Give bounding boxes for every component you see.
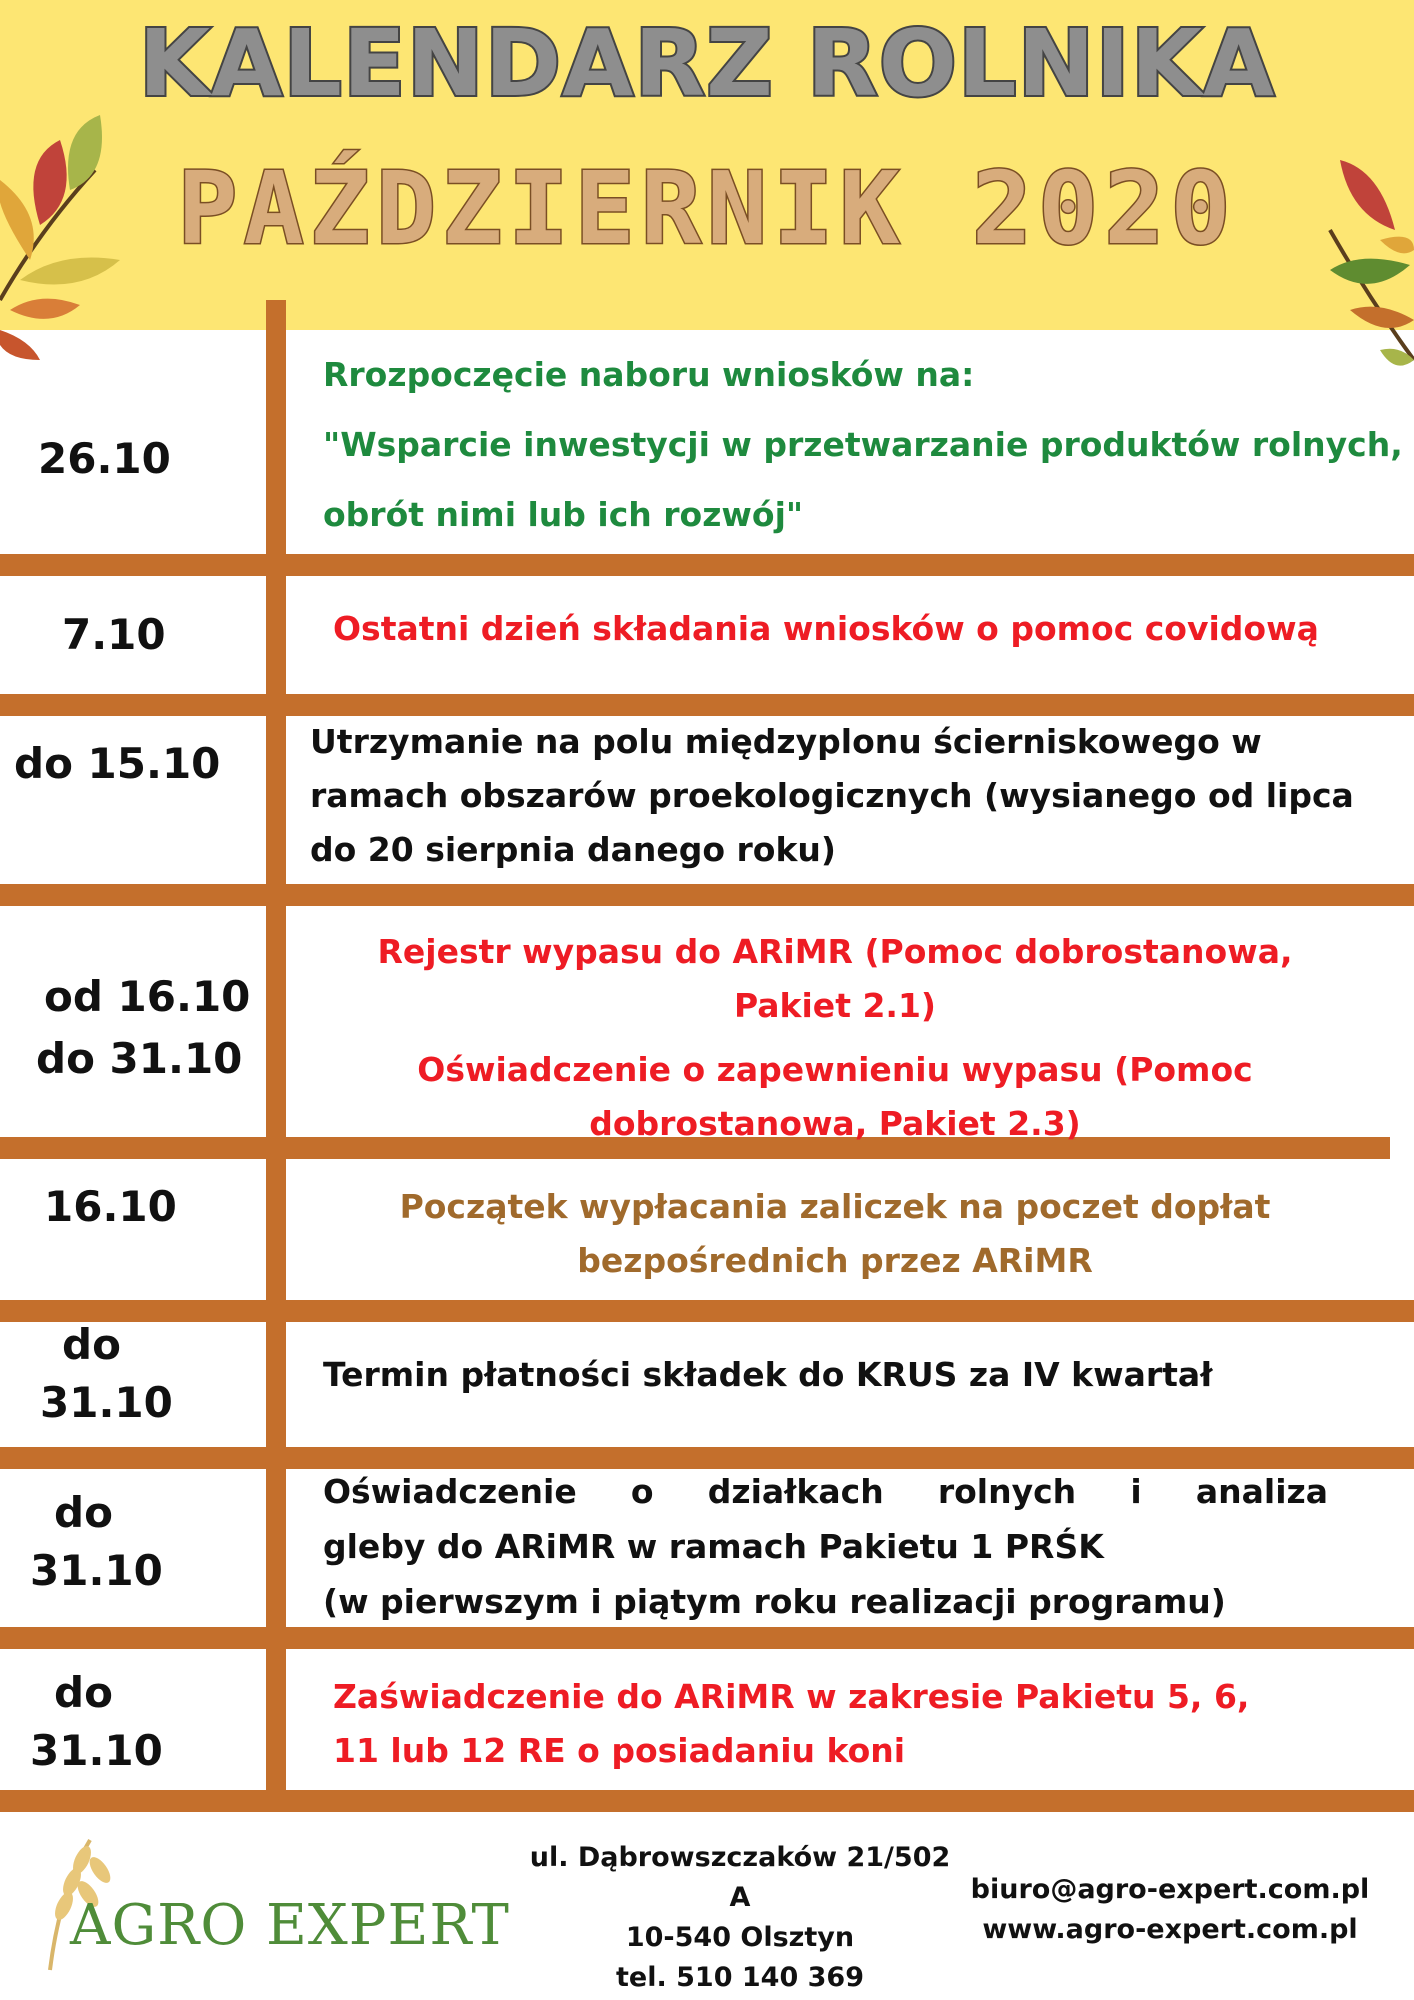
row-divider (0, 884, 1414, 906)
row-date-line: do (62, 1320, 121, 1369)
row-text (290, 925, 1380, 1151)
row-text (323, 1350, 1403, 1400)
row-date (40, 1316, 173, 1432)
row-text-line: ramach obszarów proekologicznych (wysianego od lipca (310, 776, 1354, 815)
row-date: 26.10 (38, 434, 171, 483)
row-text-line: gleby do ARiMR w ramach Pakietu 1 PRŚK (323, 1527, 1104, 1566)
row-text-line: Pakiet 2.1) (733, 986, 936, 1025)
row-text (333, 1670, 1413, 1778)
row-text-line: dobrostanowa, Pakiet 2.3) (589, 1104, 1081, 1143)
phone-number: tel. 510 140 369 (615, 1962, 864, 1993)
row-date (30, 1484, 163, 1600)
row-text-line: bezpośrednich przez ARiMR (577, 1241, 1093, 1280)
page-subtitle: PAŹDZIERNIK 2020 (177, 150, 1237, 267)
row-date: 16.10 (44, 1182, 177, 1231)
row-divider (0, 554, 1414, 576)
page-title: KALENDARZ ROLNIKA (138, 10, 1276, 117)
row-text-line: Rejestr wypasu do ARiMR (Pomoc dobrostanowa, (377, 932, 1293, 971)
company-contact (950, 1870, 1390, 1950)
row-text-line: "Wsparcie inwestycji w przetwarzanie produktów rolnych, (323, 425, 1403, 464)
row-date-line: do (54, 1668, 113, 1717)
row-text-line: 11 lub 12 RE o posiadaniu koni (333, 1731, 906, 1770)
row-text-line: do 20 sierpnia danego roku) (310, 830, 837, 869)
row-text-line: obrót nimi lub ich rozwój" (323, 495, 804, 534)
email-link[interactable]: biuro@agro-expert.com.pl (970, 1874, 1370, 1905)
row-text-line: Rrozpoczęcie naboru wniosków na: (323, 355, 975, 394)
row-text-line: Oświadczenie o zapewnieniu wypasu (Pomoc (417, 1050, 1253, 1089)
row-date: 7.10 (62, 610, 166, 659)
row-text (323, 1464, 1328, 1629)
row-divider (8, 1300, 1414, 1322)
row-text (323, 340, 1413, 550)
row-text-line: Termin płatności składek do KRUS za IV kwartał (323, 1355, 1213, 1394)
vertical-divider (266, 300, 286, 1790)
address-line: ul. Dąbrowszczaków 21/502 A (529, 1842, 951, 1913)
row-text (333, 604, 1373, 654)
row-divider (0, 1790, 1414, 1812)
row-date-line: do 31.10 (36, 1034, 243, 1083)
row-date-line: 31.10 (40, 1378, 173, 1427)
row-text (290, 1180, 1380, 1288)
row-text-line: Utrzymanie na polu międzyplonu ścierniskowego w (310, 722, 1262, 761)
row-divider (0, 1627, 1414, 1649)
company-logo: AGRO EXPERT (70, 1893, 510, 1958)
company-address (520, 1838, 960, 1998)
row-text-line: Zaświadczenie do ARiMR w zakresie Pakietu 5, 6, (333, 1677, 1250, 1716)
row-text-line: Ostatni dzień składania wniosków o pomoc covidową (333, 609, 1319, 648)
row-date (36, 966, 251, 1090)
row-date-line: od 16.10 (44, 972, 251, 1021)
row-date: do 15.10 (14, 739, 221, 788)
row-date-line: 31.10 (30, 1726, 163, 1775)
row-divider (0, 694, 1414, 716)
address-line: 10-540 Olsztyn (625, 1922, 855, 1953)
row-text-line: (w pierwszym i piątym roku realizacji programu) (323, 1582, 1226, 1621)
row-date (30, 1664, 163, 1780)
row-date-line: 31.10 (30, 1546, 163, 1595)
row-text-line: Początek wypłacania zaliczek na poczet dopłat (399, 1187, 1271, 1226)
row-text (310, 715, 1410, 877)
row-text-line: Oświadczenie o działkach rolnych i analiza (323, 1472, 1328, 1511)
row-date-line: do (54, 1488, 113, 1537)
website-link[interactable]: www.agro-expert.com.pl (982, 1914, 1358, 1945)
